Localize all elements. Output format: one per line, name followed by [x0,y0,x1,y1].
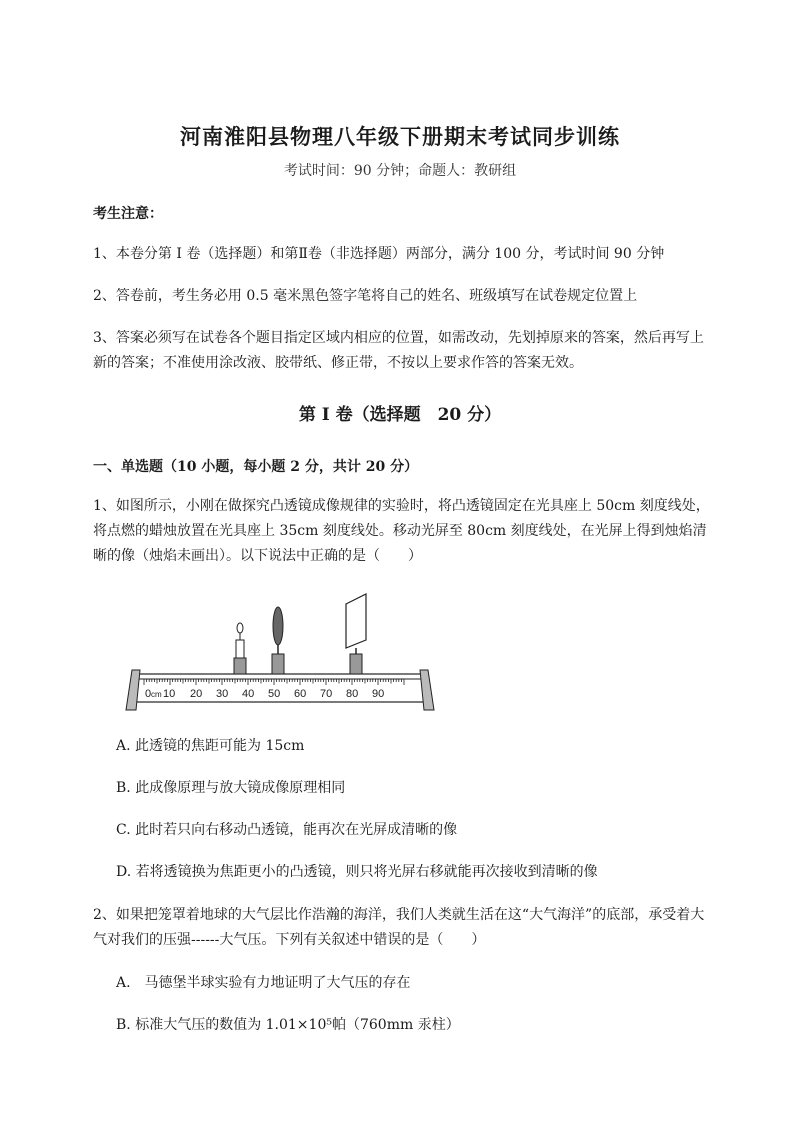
notice-heading: 考生注意： [93,206,163,222]
ruler-label-40: 40 [242,688,255,700]
q2-option-b: B. 标准大气压的数值为 1.01×10⁵帕（760mm 汞柱） [116,1017,460,1033]
ruler-label-80: 80 [346,688,359,700]
ruler-label-20: 20 [190,688,203,700]
ruler-label-60: 60 [294,688,307,700]
bench-left-leg [126,670,140,710]
question-2-stem: 2、如果把笼罩着地球的大气层比作浩瀚的海洋，我们人类就生活在这“大气海洋”的底部，承受着大气对我们的压强------大气压。下列有关叙述中错误的是（ ） [93,907,705,948]
page-title: 河南淮阳县物理八年级下册期末考试同步训练 [180,124,620,149]
optical-bench-figure [120,588,440,722]
section-title: 第 I 卷（选择题 20 分） [298,405,502,425]
question-1-stem: 1、如图所示，小刚在做探究凸透镜成像规律的实验时，将凸透镜固定在光具座上 50cm 刻度线处，将点燃的蜡烛放置在光具座上 35cm 刻度线处。移动光屏至 80cm 刻度线处，在光屏上得到烛焰清晰的像（烛焰未画出）。以下说法中正确的是（ ） [93,498,710,564]
q1-option-a: A. 此透镜的焦距可能为 15cm [116,738,305,754]
notice-item-2: 2、答卷前，考生务必用 0.5 毫米黑色签字笔将自己的姓名、班级填写在试卷规定位置上 [93,288,638,304]
part-heading: 一、单选题（10 小题，每小题 2 分，共计 20 分） [93,459,419,475]
q2-option-a: A. 马德堡半球实验有力地证明了大气压的存在 [116,975,411,991]
q1-option-d: D. 若将透镜换为焦距更小的凸透镜，则只将光屏右移就能再次接收到清晰的像 [116,864,598,880]
convex-lens [272,607,284,674]
bench-right-leg [420,670,434,710]
q1-option-c: C. 此时若只向右移动凸透镜，能再次在光屏成清晰的像 [116,822,458,838]
ruler-label-70: 70 [320,688,333,700]
optical-bench-diagram [120,588,440,718]
candle [234,623,246,674]
ruler-label-30: 30 [216,688,229,700]
q1-option-b: B. 此成像原理与放大镜成像原理相同 [116,780,346,796]
notice-item-1: 1、本卷分第 I 卷（选择题）和第Ⅱ卷（非选择题）两部分，满分 100 分，考试时间 90 分钟 [93,246,665,262]
exam-info: 考试时间：90 分钟；命题人：教研组 [283,163,517,179]
ruler-label-50: 50 [268,688,281,700]
ruler-label-10: 10 [163,688,176,700]
light-screen [346,594,366,674]
notice-item-3: 3、答案必须写在试卷各个题目指定区域内相应的位置，如需改动，先划掉原来的答案，然后再写上新的答案；不准使用涂改液、胶带纸、修正带，不按以上要求作答的答案无效。 [93,330,704,371]
ruler-label-90: 90 [372,688,385,700]
ruler-label-unit: cm [151,690,162,699]
ruler-label-0: 0 [145,688,152,700]
